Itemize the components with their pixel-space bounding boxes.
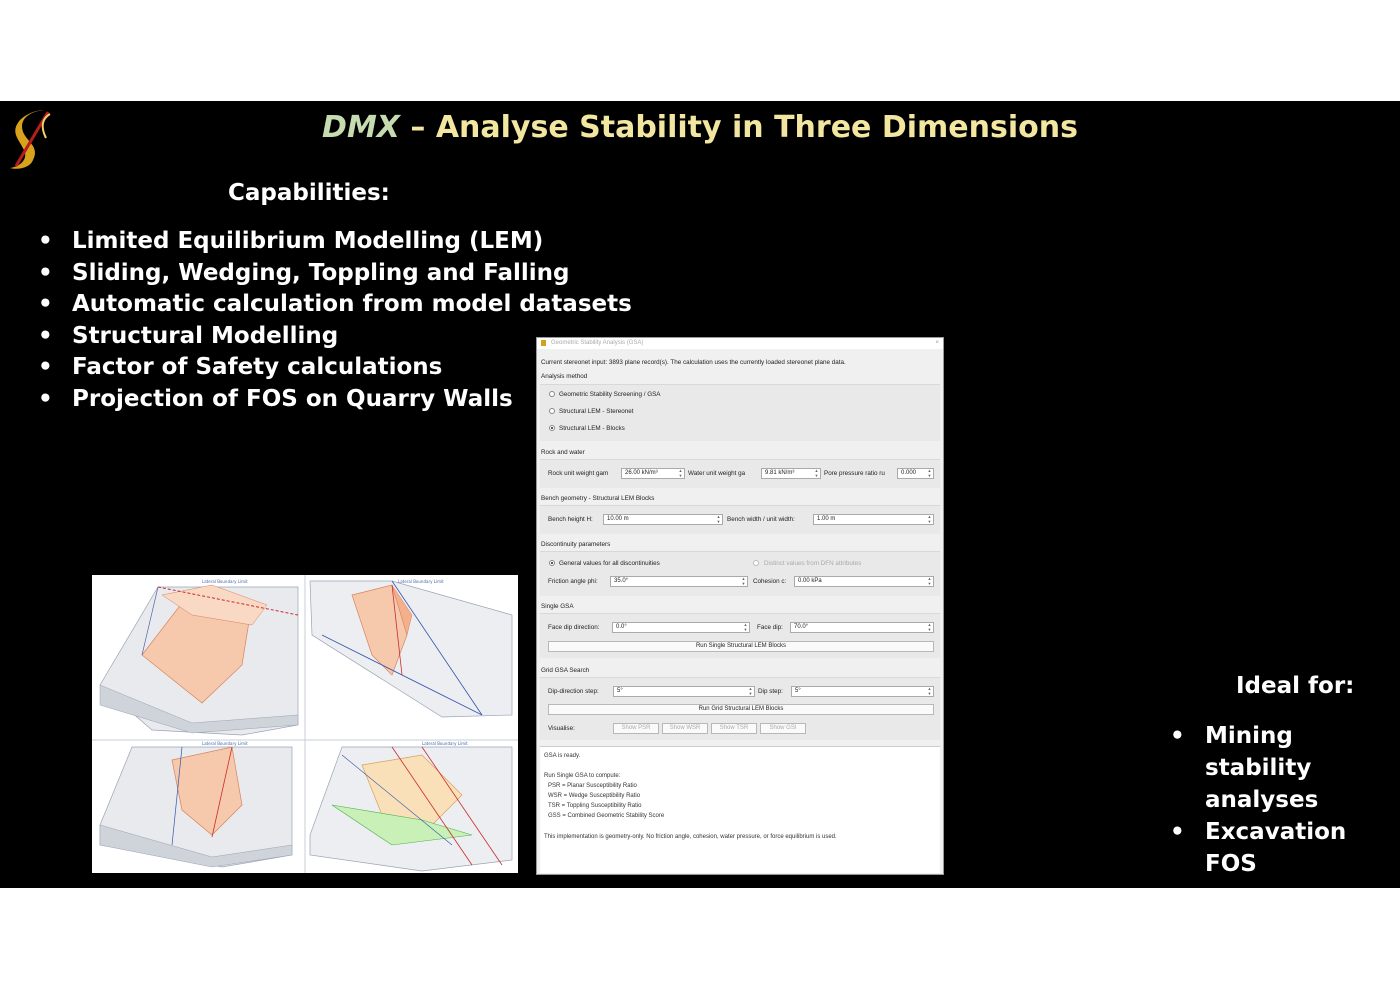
face-dip-dir-label: Face dip direction: [548,624,600,631]
cohesion-label: Cohesion c: [753,578,787,585]
visualise-label: Visualise: [548,725,575,732]
ideal-heading: Ideal for: [1236,673,1355,699]
svg-text:Lateral Boundary Limit: Lateral Boundary Limit [398,579,444,584]
dialog-titlebar [537,338,943,349]
figure-panel [100,579,298,735]
slide-title [0,110,1400,145]
rock-unit-weight-input[interactable]: 26.00 kN/m³ ▲ ▼ [621,468,685,479]
cohesion-input[interactable]: 0.00 kPa ▲ ▼ [794,576,934,587]
figure-panel [310,579,512,717]
figure-panel [310,741,512,871]
log-line: TSR = Toppling Susceptibility Ratio [548,803,642,809]
app-icon [541,340,546,346]
method-label: Geometric Stability Screening / GSA [559,391,661,398]
method-radio-gsa[interactable] [549,391,555,397]
general-values-radio[interactable] [549,560,555,566]
distinct-values-label: Distinct values from DFN attributes [764,560,862,567]
capability-item: • Structural Modelling [38,322,339,349]
log-line: GSS = Combined Geometric Stability Score [548,813,665,819]
log-line: This implementation is geometry-only. No friction angle, cohesion, water pressure, or force equilibrium is used. [544,834,837,840]
log-line: GSA is ready. [544,753,581,759]
face-dip-label: Face dip: [757,624,783,631]
face-dip-input[interactable]: 70.0° ▲ ▼ [790,622,934,633]
dip-step-input[interactable]: 5° ▲ ▼ [791,686,934,697]
slide [0,101,1400,888]
log-line: PSR = Planar Susceptibility Ratio [548,783,637,789]
method-label: Structural LEM - Blocks [559,425,625,432]
face-dip-dir-input[interactable]: 0.0° ▲ ▼ [612,622,750,633]
ideal-item: • Mining stability analyses [1170,723,1319,813]
capability-item: • Projection of FOS on Quarry Walls [38,385,513,412]
pore-pressure-label: Pore pressure ratio ru [824,470,885,477]
log-line: WSR = Wedge Susceptibility Ratio [548,793,641,799]
show-tsr-button[interactable]: Show TSR [711,723,757,734]
bench-height-input[interactable]: 10.00 m ▲ ▼ [603,514,723,525]
friction-input[interactable]: 35.0° ▲ ▼ [610,576,748,587]
dip-dir-step-input[interactable]: 5° ▲ ▼ [613,686,755,697]
bench-height-label: Bench height H: [548,516,593,523]
output-log[interactable] [540,746,940,873]
capabilities-heading: Capabilities: [228,180,390,206]
title-dmx: DMX [322,110,400,145]
show-gsi-button[interactable]: Show GSI [760,723,806,734]
svg-text:Lateral Boundary Limit: Lateral Boundary Limit [422,741,468,746]
bench-width-input[interactable]: 1.00 m ▲ ▼ [813,514,934,525]
bench-geometry-label: Bench geometry - Structural LEM Blocks [541,495,655,502]
capability-item: • Limited Equilibrium Modelling (LEM) [38,228,544,254]
water-unit-weight-label: Water unit weight ga [688,470,746,477]
run-single-button[interactable]: Run Single Structural LEM Blocks [548,641,934,652]
general-values-label: General values for all discontinuities [559,560,660,567]
stereonet-info: Current stereonet input: 3893 plane record(s). The calculation uses the currently loaded stereonet plane data. [541,359,846,366]
capability-item: • Automatic calculation from model datasets [38,291,632,318]
log-line: Run Single GSA to compute: [544,773,621,779]
discontinuity-label: Discontinuity parameters [541,541,611,548]
distinct-values-radio[interactable] [753,560,759,566]
run-grid-button[interactable]: Run Grid Structural LEM Blocks [548,704,934,715]
svg-text:Lateral Boundary Limit: Lateral Boundary Limit [202,741,248,746]
single-gsa-label: Single GSA [541,603,574,610]
dialog-title: Geometric Stability Analysis (GSA) [551,340,644,346]
bench-width-label: Bench width / unit width: [727,516,795,523]
close-icon[interactable]: × [935,340,939,346]
rock-unit-weight-label: Rock unit weight gam [548,470,609,477]
method-radio-blocks[interactable] [549,425,555,431]
capability-item: • Sliding, Wedging, Toppling and Falling [38,259,570,286]
water-unit-weight-input[interactable]: 9.81 kN/m³ ▲ ▼ [761,468,821,479]
svg-text:Lateral Boundary Limit: Lateral Boundary Limit [202,579,248,584]
show-wsr-button[interactable]: Show WSR [662,723,708,734]
figure-panel [100,741,292,867]
pore-pressure-input[interactable]: 0.000 ▲ ▼ [897,468,934,479]
show-psr-button[interactable]: Show PSR [613,723,659,734]
method-radio-stereonet[interactable] [549,408,555,414]
gsa-dialog [536,337,944,875]
ideal-list [1170,720,1390,880]
friction-label: Friction angle phi: [548,578,598,585]
dip-step-label: Dip step: [758,688,783,695]
stability-figure [92,575,518,873]
title-rest: – Analyse Stability in Three Dimensions [399,110,1078,145]
capability-item: • Factor of Safety calculations [38,354,443,381]
dip-dir-step-label: Dip-direction step: [548,688,599,695]
method-label: Structural LEM - Stereonet [559,408,634,415]
analysis-method-label: Analysis method [541,373,588,380]
rock-water-label: Rock and water [541,449,585,456]
ideal-item: • Excavation FOS [1170,819,1347,877]
grid-gsa-label: Grid GSA Search [541,667,590,674]
